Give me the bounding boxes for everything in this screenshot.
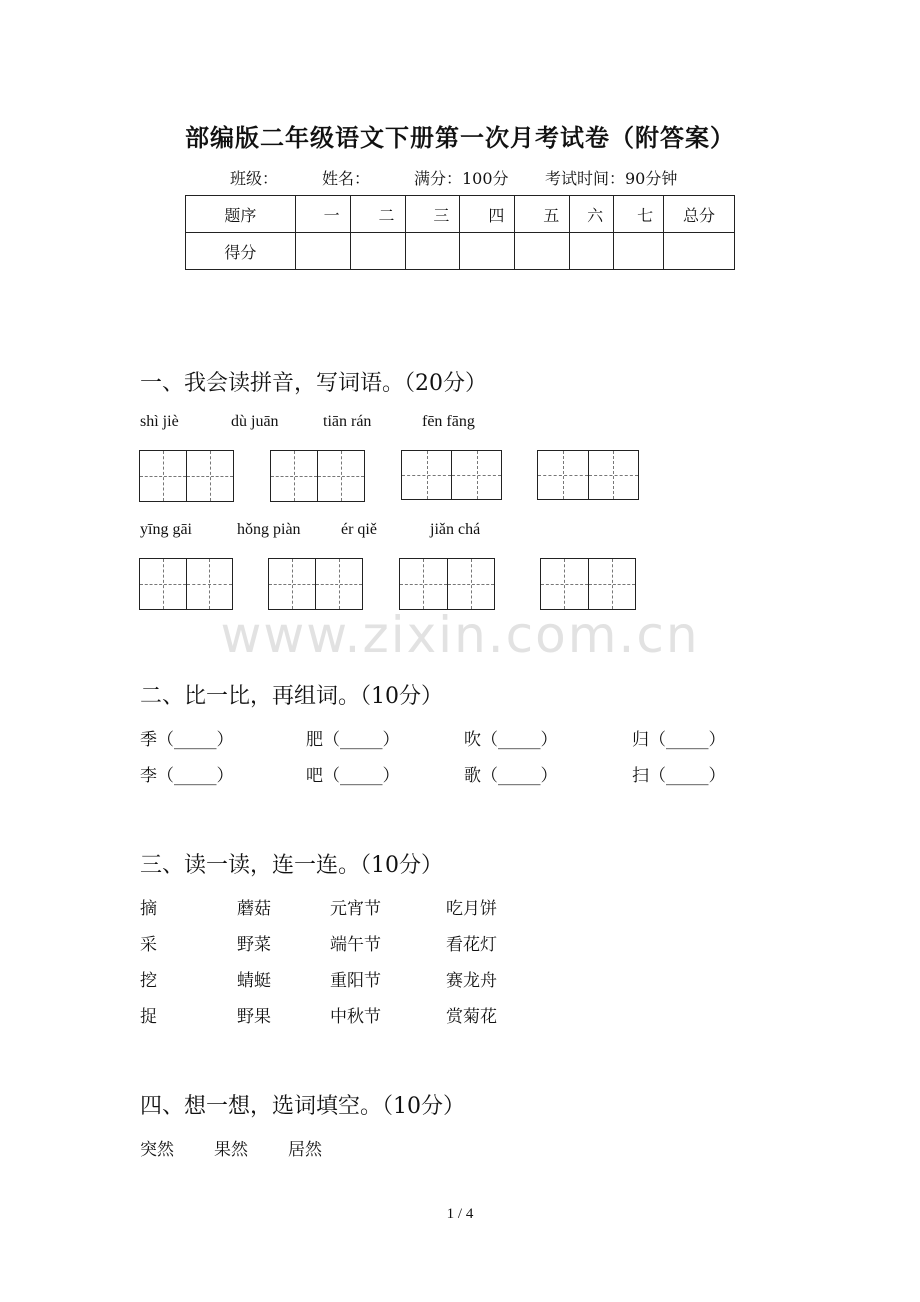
pinyin-label: dù juān: [231, 413, 279, 430]
table-cell: 三: [405, 196, 460, 233]
section1-heading: 一、我会读拼音，写词语。（20分）: [140, 371, 487, 396]
score-table: [185, 195, 735, 270]
score-entry-cell[interactable]: [614, 233, 664, 270]
match-item[interactable]: 野果: [237, 1007, 271, 1027]
compare-word-item[interactable]: 李（_____）: [140, 766, 234, 786]
compare-word-item[interactable]: 扫（_____）: [632, 766, 726, 786]
table-cell: 四: [460, 196, 515, 233]
table-cell: 五: [515, 196, 570, 233]
table-cell: 六: [570, 196, 614, 233]
compare-word-item[interactable]: 肥（_____）: [306, 730, 400, 750]
pinyin-label: ér qiě: [341, 521, 377, 538]
pinyin-label: shì jiè: [140, 413, 179, 430]
exam-title: 部编版二年级语文下册第一次月考试卷（附答案）: [185, 123, 735, 152]
match-item[interactable]: 赏菊花: [446, 1007, 497, 1027]
full-score-text: 满分：100分: [414, 169, 509, 188]
match-item[interactable]: 野菜: [237, 935, 271, 955]
table-cell: 七: [614, 196, 664, 233]
match-item[interactable]: 采: [140, 935, 157, 955]
word-choice: 果然: [214, 1140, 248, 1160]
match-item[interactable]: 吃月饼: [446, 899, 497, 919]
exam-time-text: 考试时间：90分钟: [545, 169, 678, 188]
writing-grid[interactable]: [139, 450, 234, 502]
compare-word-item[interactable]: 季（_____）: [140, 730, 234, 750]
pinyin-label: jiǎn chá: [430, 521, 481, 538]
watermark: www.zixin.com.cn: [220, 606, 700, 664]
match-item[interactable]: 重阳节: [330, 971, 381, 991]
score-entry-cell[interactable]: [350, 233, 405, 270]
pinyin-label: tiān rán: [323, 413, 372, 430]
compare-word-item[interactable]: 吧（_____）: [306, 766, 400, 786]
section2-heading: 二、比一比，再组词。（10分）: [140, 684, 443, 709]
table-cell: 总分: [664, 196, 735, 233]
score-entry-cell[interactable]: [515, 233, 570, 270]
table-cell: 二: [350, 196, 405, 233]
compare-word-item[interactable]: 归（_____）: [632, 730, 726, 750]
compare-word-item[interactable]: 吹（_____）: [464, 730, 558, 750]
score-entry-cell[interactable]: [405, 233, 460, 270]
word-choice: 居然: [288, 1140, 322, 1160]
match-item[interactable]: 元宵节: [330, 899, 381, 919]
match-item[interactable]: 挖: [140, 971, 157, 991]
match-item[interactable]: 蘑菇: [237, 899, 271, 919]
match-item[interactable]: 蜻蜓: [237, 971, 271, 991]
pinyin-label: yīng gāi: [140, 521, 192, 538]
pinyin-label: hǒng piàn: [237, 521, 301, 538]
class-label: 班级：: [230, 169, 279, 188]
score-entry-cell[interactable]: [295, 233, 350, 270]
writing-grid[interactable]: [540, 558, 636, 610]
word-choice: 突然: [140, 1140, 174, 1160]
writing-grid[interactable]: [270, 450, 365, 502]
writing-grid[interactable]: [401, 450, 502, 500]
writing-grid[interactable]: [537, 450, 639, 500]
writing-grid[interactable]: [268, 558, 363, 610]
compare-word-item[interactable]: 歌（_____）: [464, 766, 558, 786]
match-item[interactable]: 端午节: [330, 935, 381, 955]
writing-grid[interactable]: [399, 558, 495, 610]
page-number: 1 / 4: [446, 1206, 474, 1222]
score-entry-cell[interactable]: [664, 233, 735, 270]
score-entry-cell[interactable]: [460, 233, 515, 270]
section3-heading: 三、读一读，连一连。（10分）: [140, 853, 443, 878]
match-item[interactable]: 摘: [140, 899, 157, 919]
score-entry-cell[interactable]: [570, 233, 614, 270]
table-cell: 题序: [186, 196, 296, 233]
pinyin-label: fēn fāng: [422, 413, 475, 430]
name-label: 姓名：: [322, 169, 371, 188]
match-item[interactable]: 赛龙舟: [446, 971, 497, 991]
section4-heading: 四、想一想，选词填空。（10分）: [140, 1094, 465, 1119]
table-cell: 得分: [186, 233, 296, 270]
match-item[interactable]: 捉: [140, 1007, 157, 1027]
score-table-header-row: [186, 196, 735, 233]
match-item[interactable]: 中秋节: [330, 1007, 381, 1027]
writing-grid[interactable]: [139, 558, 233, 610]
match-item[interactable]: 看花灯: [446, 935, 497, 955]
table-cell: 一: [295, 196, 350, 233]
score-table-score-row: [186, 233, 735, 270]
